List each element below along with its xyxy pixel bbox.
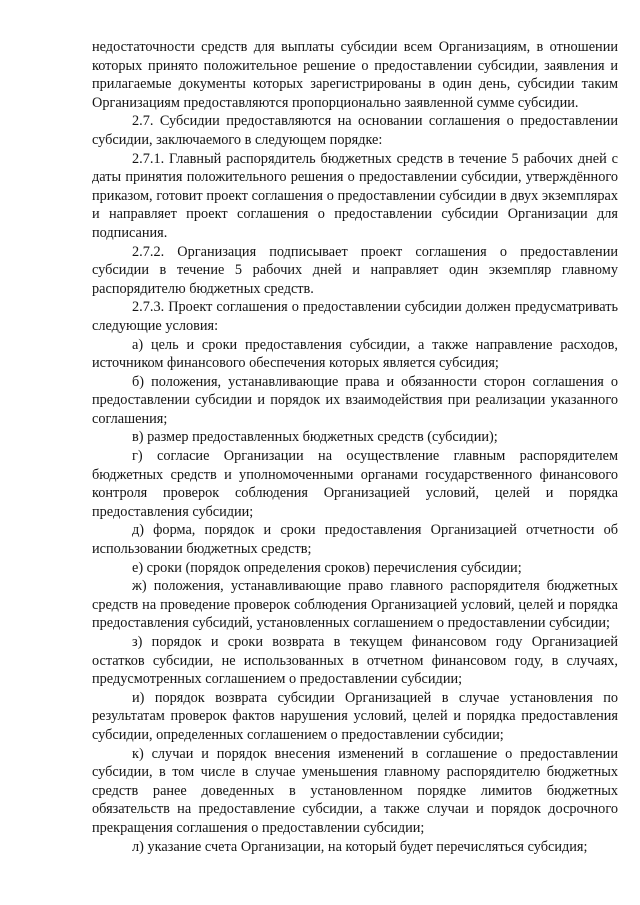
list-item-e: е) сроки (порядок определения сроков) перечисления субсидии; — [132, 559, 522, 576]
list-item-v: в) размер предоставленных бюджетных средств (субсидии); — [132, 429, 498, 446]
list-item-l: л) указание счета Организации, на который будет перечисляться субсидия; — [132, 838, 588, 855]
list-item-d: д) форма, порядок и сроки предоставления Организацией отчетности об использовании бюджетных средств; — [92, 522, 618, 558]
list-item-a: а) цель и сроки предоставления субсидии, а также направление расходов, источником финансового обеспечения которых является субсидия; — [92, 336, 618, 372]
list-item-i: и) порядок возврата субсидии Организацией в случае установления по результатам проверок фактов нарушения условий, целей и порядка предоставления субсидии, определенных соглашением о предоставлении субсидии; — [92, 689, 618, 743]
paragraph-continuation: недостаточности средств для выплаты субсидии всем Организациям, в отношении которых принято положительное решение о предоставлении субсидии, заявления и прилагаемые документы которых зарегистрированы в один день, субсидии таким Организациям предоставляются пропорционально заявленной сумме субсидии. — [92, 39, 618, 111]
list-item-zh: ж) положения, устанавливающие право главного распорядителя бюджетных средств на проведение проверок соблюдения Организацией условий, целей и порядка предоставления субсидий, установленных соглашением о предоставлении субсидии; — [92, 578, 618, 632]
paragraph-2-7-1: 2.7.1. Главный распорядитель бюджетных средств в течение 5 рабочих дней с даты принятия положительного решения о предоставлении субсидии, утверждённого приказом, готовит проект соглашения о предоставлении субсидии в двух экземплярах и направляет проект соглашения о предоставлении субсидии Организации для подписания. — [92, 150, 618, 241]
list-item-k: к) случаи и порядок внесения изменений в соглашение о предоставлении субсидии, в том числе в случае уменьшения главному распорядителю бюджетных средств ранее доведенных в установленном порядке лимитов бюджетных обязательств на предоставление субсидии, а также случаи и порядок досрочного прекращения соглашения о предоставлении субсидии; — [92, 745, 618, 836]
paragraph-2-7-3: 2.7.3. Проект соглашения о предоставлении субсидии должен предусматривать следующие условия: — [92, 299, 618, 334]
paragraph-2-7: 2.7. Субсидии предоставляются на основании соглашения о предоставлении субсидии, заключаемого в следующем порядке: — [92, 113, 618, 148]
list-item-g: г) согласие Организации на осуществление главным распорядителем бюджетных средств и уполномоченными органами государственного финансового контроля проверок соблюдения Организацией условий, целей и порядка предоставления субсидии; — [92, 448, 618, 520]
list-item-b: б) положения, устанавливающие права и обязанности сторон соглашения о предоставлении субсидии и порядок их взаимодействия при реализации указанного соглашения; — [92, 373, 618, 427]
list-item-z: з) порядок и сроки возврата в текущем финансовом году Организацией остатков субсидии, не использованных в отчетном финансовом году, в случаях, предусмотренных соглашением о предоставлении субсидии; — [92, 634, 618, 688]
paragraph-2-7-2: 2.7.2. Организация подписывает проект соглашения о предоставлении субсидии в течение 5 рабочих дней и направляет один экземпляр главному распорядителю бюджетных средств. — [92, 243, 618, 297]
